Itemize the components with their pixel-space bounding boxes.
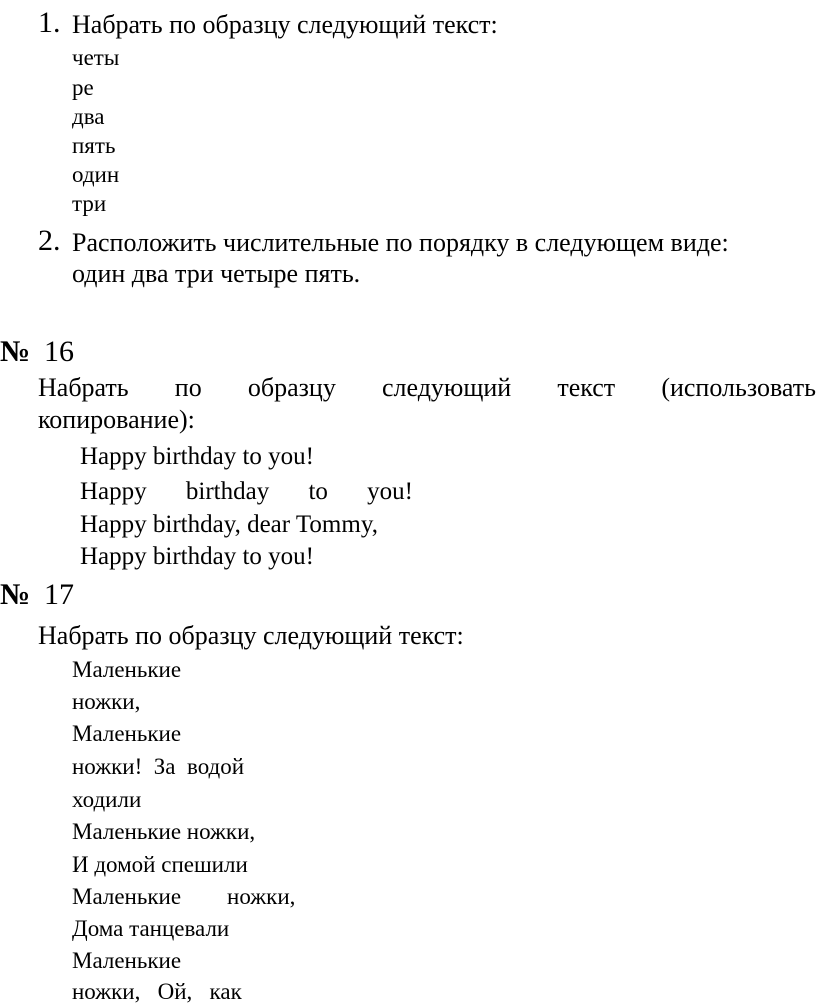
task-17-line: ножки! За водой: [72, 754, 245, 779]
item-2-line1: Расположить числительные по порядку в следующем виде:: [72, 228, 729, 257]
item-2-number: 2.: [38, 224, 61, 257]
task-17-line: Маленькие ножки,: [72, 819, 256, 844]
task-16-instruction-line2: копирование):: [38, 405, 195, 434]
task-17-line: ходили: [72, 787, 142, 812]
item-2-line2: один два три четыре пять.: [72, 259, 361, 288]
task-17-line: Дома танцевали: [72, 916, 230, 941]
item-1-line: один: [72, 162, 120, 187]
poem-word: to: [308, 478, 328, 505]
task-17-line: Маленькие ножки,: [72, 884, 296, 909]
poem-word: you!: [367, 478, 413, 505]
instruction-word: (использовать: [661, 373, 816, 402]
instruction-word: Набрать: [38, 373, 129, 402]
poem-line: Happy birthday, dear Tommy,: [80, 511, 378, 538]
task-17-line: ножки, Ой, как: [72, 979, 242, 1004]
item-1-number: 1.: [38, 6, 61, 39]
instruction-word: следующий: [381, 373, 512, 402]
item-1-line: ре: [72, 75, 94, 100]
item-1-line: пять: [72, 133, 116, 158]
instruction-word: по: [174, 373, 202, 402]
item-1-text: Набрать по образцу следующий текст:: [72, 10, 498, 39]
task-17-line: Маленькие: [72, 721, 182, 746]
poem-line: Happy birthday to you!: [80, 443, 314, 470]
task-17-line: Маленькие: [72, 657, 182, 682]
instruction-word: образцу: [247, 373, 336, 402]
instruction-word: текст: [557, 373, 616, 402]
item-1-line: три: [72, 191, 107, 216]
task-17-line: Маленькие: [72, 948, 182, 973]
item-1-line: два: [72, 104, 105, 129]
poem-word: birthday: [185, 478, 270, 505]
task-16-instruction-line1: [38, 373, 816, 403]
task-17-line: И домой спешили: [72, 852, 248, 877]
task-17-number-sign: №: [0, 578, 31, 611]
task-17-instruction: Набрать по образцу следующий текст:: [38, 621, 464, 650]
poem-line: Happy birthday to you!: [80, 543, 314, 570]
poem-word: Happy: [80, 478, 147, 505]
task-17-number: 17: [44, 578, 74, 611]
poem-line: [80, 478, 413, 506]
task-17-line: ножки,: [72, 689, 141, 714]
task-16-number: 16: [44, 335, 74, 368]
task-16-number-sign: №: [0, 335, 31, 368]
item-1-line: четы: [72, 45, 120, 70]
